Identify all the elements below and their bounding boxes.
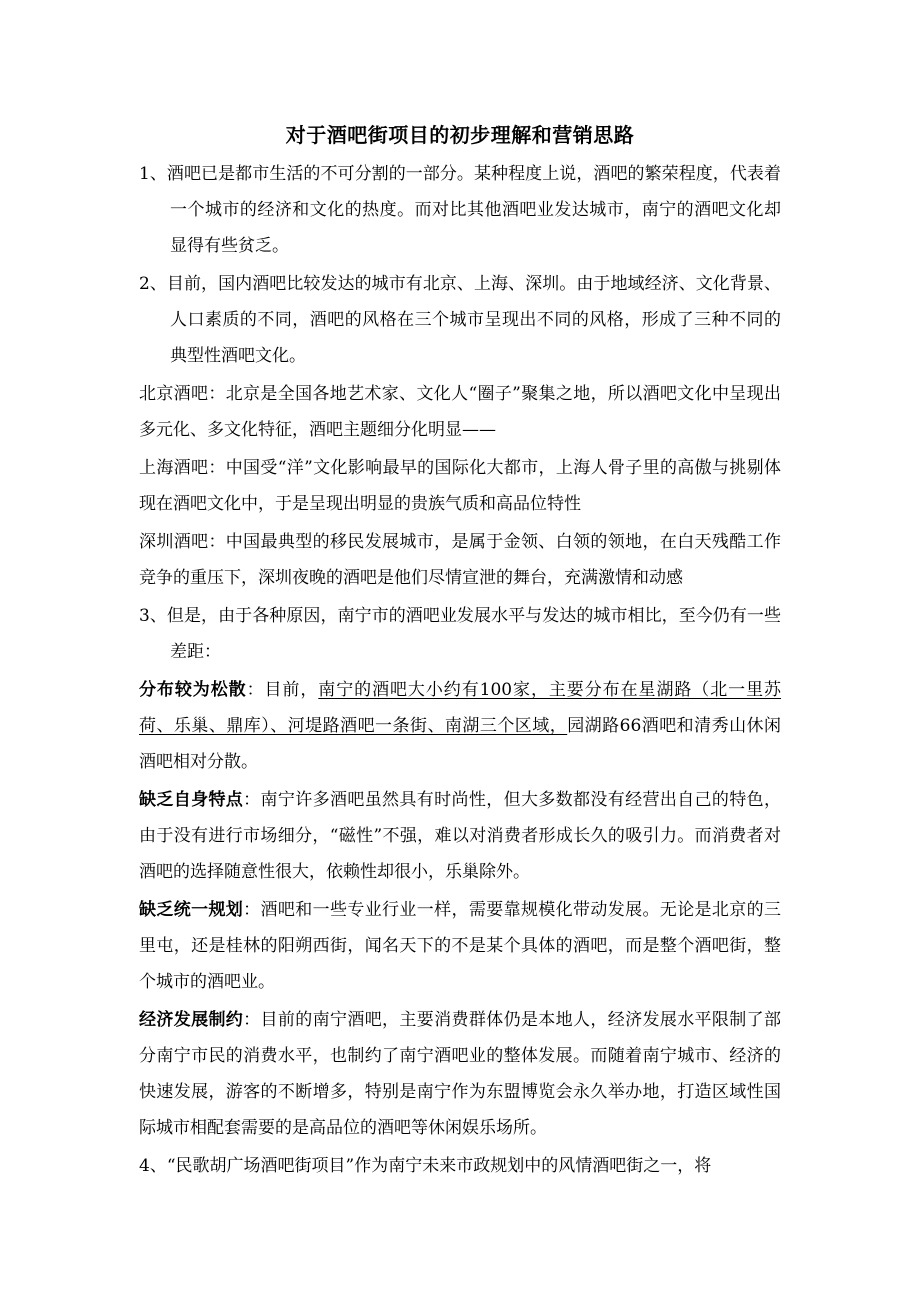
scattered-tail-text: 园湖路66酒吧和清秀山休闲酒吧相对分散。: [139, 716, 782, 772]
planning-text: ：酒吧和一些专业行业一样，需要靠规模化带动发展。无论是北京的三里屯，还是桂林的阳朔西街，闻名天下的不是某个具体的酒吧，而是整个酒吧街，整个城市的酒吧业。: [139, 900, 782, 992]
paragraph-economic-constraints: [139, 1002, 781, 1146]
paragraph-beijing-bars: 北京酒吧：北京是全国各地艺术家、文化人“圈子”聚集之地，所以酒吧文化中呈现出多元化、多文化特征，酒吧主题细分化明显——: [139, 384, 781, 440]
paragraph-item-4: 4、“民歌胡广场酒吧街项目”作为南宁未来市政规划中的风情酒吧街之一，将: [139, 1156, 712, 1176]
scattered-underlined-text: 南宁的酒吧大小约有100家，主要分布在星湖路（北一里苏荷、乐巢、鼎库）、河堤路酒吧一条街、南湖三个区域，: [139, 680, 782, 736]
paragraph-shenzhen-bars: 深圳酒吧：中国最典型的移民发展城市，是属于金领、白领的领地，在白天残酷工作竞争的重压下，深圳夜晚的酒吧是他们尽情宣泄的舞台，充满激情和动感: [139, 532, 781, 588]
paragraph-lacking-features: [139, 782, 781, 890]
paragraph-item-2: 2、目前，国内酒吧比较发达的城市有北京、上海、深圳。由于地域经济、文化背景、人口素质的不同，酒吧的风格在三个城市呈现出不同的风格，形成了三种不同的典型性酒吧文化。: [139, 274, 781, 366]
economy-text: ：目前的南宁酒吧，主要消费群体仍是本地人，经济发展水平限制了部分南宁市民的消费水平，也制约了南宁酒吧业的整体发展。而随着南宁城市、经济的快速发展，游客的不断增多，特别是南宁作为东盟博览会永久举办地，打造区域性国际城市相配套需要的是高品位的酒吧等休闲娱乐场所。: [139, 1010, 782, 1138]
paragraph-item-3: 3、但是，由于各种原因，南宁市的酒吧业发展水平与发达的城市相比，至今仍有一些差距：: [139, 606, 781, 662]
paragraph-lacking-planning: [139, 892, 781, 1000]
document-title: 对于酒吧街项目的初步理解和营销思路: [285, 123, 635, 147]
paragraph-shanghai-bars: 上海酒吧：中国受“洋”文化影响最早的国际化大都市，上海人骨子里的高傲与挑剔体现在酒吧文化中，于是呈现出明显的贵族气质和高品位特性: [139, 458, 781, 514]
paragraph-scattered-distribution: [139, 672, 781, 780]
economy-label: 经济发展制约: [139, 1010, 244, 1030]
scattered-label: 分布较为松散: [139, 680, 247, 700]
paragraph-item-1: 1、酒吧已是都市生活的不可分割的一部分。某种程度上说，酒吧的繁荣程度，代表着一个城市的经济和文化的热度。而对比其他酒吧业发达城市，南宁的酒吧文化却显得有些贫乏。: [139, 164, 781, 256]
scattered-lead-text: ：目前，: [246, 680, 319, 700]
features-label: 缺乏自身特点: [139, 790, 244, 810]
document-body: [139, 116, 781, 1186]
features-text: ：南宁许多酒吧虽然具有时尚性，但大多数都没有经营出自己的特色，由于没有进行市场细分，“磁性”不强，难以对消费者形成长久的吸引力。而消费者对酒吧的选择随意性很大，依赖性却很小，乐巢除外。: [139, 790, 782, 882]
planning-label: 缺乏统一规划: [139, 900, 244, 920]
